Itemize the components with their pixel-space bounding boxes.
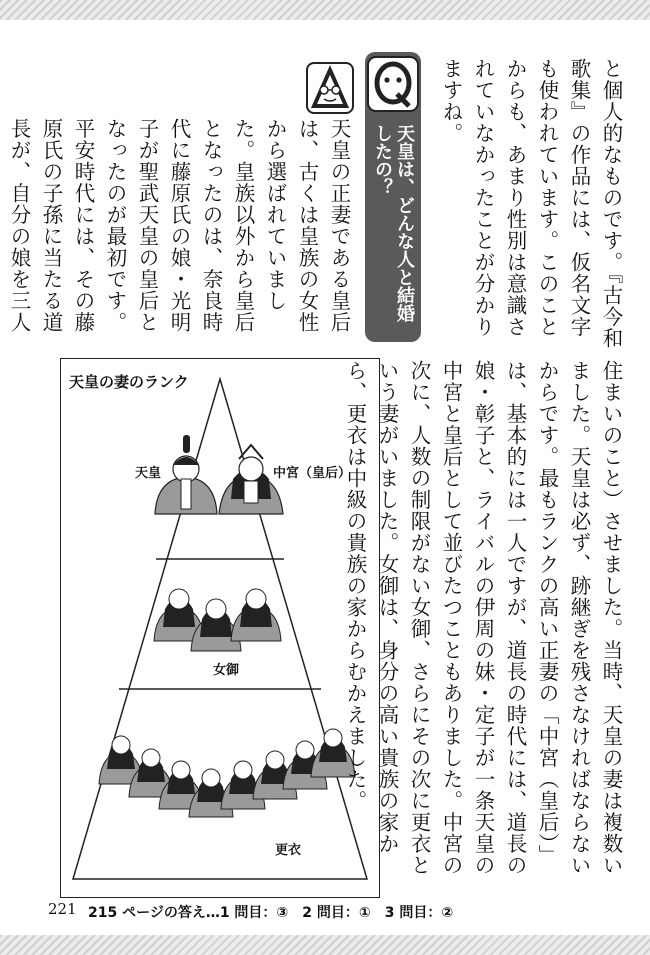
bottom-border-band (0, 935, 650, 955)
figure-title: 天皇の妻のランク (69, 373, 189, 391)
label-nyogo: 女御 (213, 663, 240, 678)
paragraph: と個人的なものです。『古今和歌集』の作品には、仮名文字も使われています。このことからも、あまり性別は意識されていなかったことが分かりますね。 (439, 58, 623, 349)
q-badge-icon (367, 56, 419, 112)
paragraph: 天皇の正妻である皇后は、古くは皇族の女性から選ばれていました。皇族以外から皇后となったのは、奈良時代に藤原氏の娘・光明子が聖武天皇の皇后となったのが最初です。平安時代には、その藤原氏の子孫に当たる道長が、自分の娘を三人 (7, 118, 351, 333)
body-text-top-right (432, 58, 627, 350)
page-number: 221 (48, 900, 77, 918)
label-tenno: 天皇 (135, 466, 162, 481)
question-box (365, 52, 421, 342)
question-heading: 天皇は、どんな人と結婚したの？ (372, 124, 415, 322)
label-chugu: 中宮（皇后） (273, 466, 352, 481)
body-text-bottom-right (343, 360, 627, 895)
a-badge-icon (306, 62, 354, 114)
paragraph: 住まいのこと）させました。当時、天皇の妻は複数いました。天皇は必ず、跡継ぎを残さなければならないからです。最もランクの高い正妻の「中宮（皇后）」は、基本的には一人ですが、道長の時代には、道長の娘・彰子と、ライバルの伊周の妹・定子が一条天皇の中宮と皇后として並びたつこともありました。中宮の次に、人数の制限がない女御、さらにその次に更衣という妻がいました。女御は、身分の高い貴族の家から、更衣は中級の貴族の家からむかえました。 (343, 360, 623, 876)
wife-rank-figure (60, 358, 380, 898)
previous-answers: 215 ページの答え…1 問目：③ 2 問目：① 3 問目：② (88, 905, 454, 921)
top-border-band (0, 0, 650, 20)
pyramid-diagram (61, 359, 379, 897)
body-text-top-left (7, 118, 355, 350)
label-koi: 更衣 (275, 843, 302, 858)
